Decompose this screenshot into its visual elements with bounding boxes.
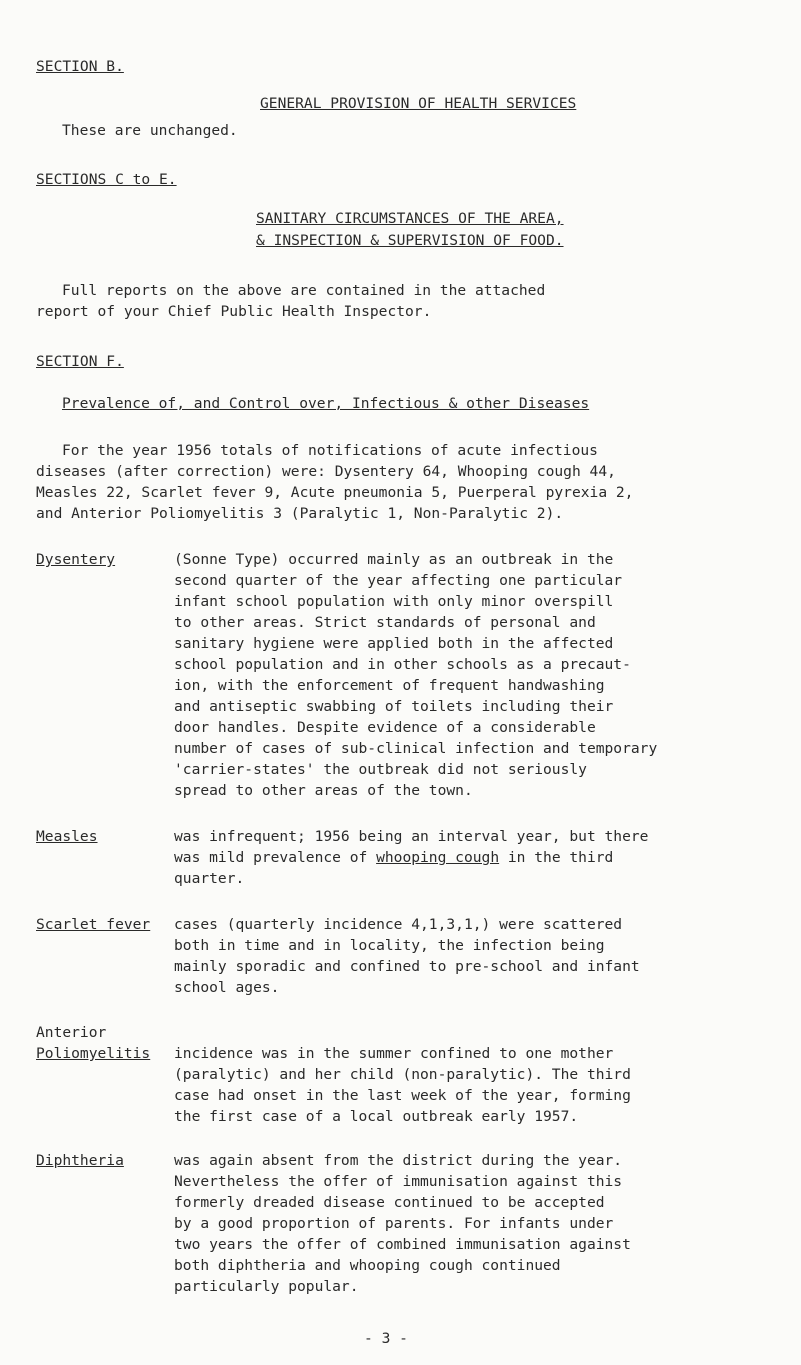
measles-line-2 bbox=[174, 847, 613, 868]
diphtheria-line: two years the offer of combined immunisation against bbox=[174, 1236, 631, 1253]
diphtheria-line: formerly dreaded disease continued to be accepted bbox=[174, 1194, 605, 1211]
dysentery-line: number of cases of sub-clinical infection and temporary bbox=[174, 740, 658, 757]
diphtheria-line: both diphtheria and whooping cough continued bbox=[174, 1257, 561, 1274]
scarlet-fever-label: Scarlet fever bbox=[36, 916, 151, 933]
section-f-intro-line-4: and Anterior Poliomyelitis 3 (Paralytic 1, Non-Paralytic 2). bbox=[36, 505, 564, 522]
dysentery-line: and antiseptic swabbing of toilets including their bbox=[174, 698, 614, 715]
poliomyelitis-line: case had onset in the last week of the year, forming bbox=[174, 1087, 631, 1104]
scarlet-fever-line: school ages. bbox=[174, 979, 280, 996]
sections-c-e-heading: SECTIONS C to E. bbox=[36, 171, 177, 188]
sections-c-e-text-1: Full reports on the above are contained in the attached bbox=[62, 282, 546, 299]
measles-line-3: quarter. bbox=[174, 870, 245, 887]
poliomyelitis-label-2: Poliomyelitis bbox=[36, 1045, 151, 1062]
poliomyelitis-line: the first case of a local outbreak early 1957. bbox=[174, 1108, 579, 1125]
dysentery-line: spread to other areas of the town. bbox=[174, 782, 473, 799]
diphtheria-line: was again absent from the district during the year. bbox=[174, 1152, 623, 1169]
measles-label: Measles bbox=[36, 828, 98, 845]
section-f-heading: SECTION F. bbox=[36, 353, 124, 370]
diphtheria-label: Diphtheria bbox=[36, 1152, 124, 1169]
section-f-subheading: Prevalence of, and Control over, Infectious & other Diseases bbox=[62, 395, 590, 412]
poliomyelitis-line: incidence was in the summer confined to one mother bbox=[174, 1045, 614, 1062]
poliomyelitis-line: (paralytic) and her child (non-paralytic). The third bbox=[174, 1066, 631, 1083]
section-f-intro-line-1: For the year 1956 totals of notifications of acute infectious bbox=[62, 442, 598, 459]
diphtheria-line: particularly popular. bbox=[174, 1278, 359, 1295]
dysentery-line: sanitary hygiene were applied both in the affected bbox=[174, 635, 614, 652]
page-number: - 3 - bbox=[364, 1330, 408, 1347]
scarlet-fever-line: cases (quarterly incidence 4,1,3,1,) were scattered bbox=[174, 916, 623, 933]
sections-c-e-text-2: report of your Chief Public Health Inspector. bbox=[36, 303, 432, 320]
section-f-intro-line-3: Measles 22, Scarlet fever 9, Acute pneumonia 5, Puerperal pyrexia 2, bbox=[36, 484, 634, 501]
scarlet-fever-line: mainly sporadic and confined to pre-school and infant bbox=[174, 958, 640, 975]
diphtheria-line: Nevertheless the offer of immunisation against this bbox=[174, 1173, 623, 1190]
dysentery-line: school population and in other schools as a precaut- bbox=[174, 656, 631, 673]
section-b-text: These are unchanged. bbox=[62, 122, 238, 139]
diphtheria-line: by a good proportion of parents. For infants under bbox=[174, 1215, 614, 1232]
dysentery-line: second quarter of the year affecting one particular bbox=[174, 572, 623, 589]
dysentery-line: ion, with the enforcement of frequent handwashing bbox=[174, 677, 605, 694]
dysentery-line: infant school population with only minor overspill bbox=[174, 593, 614, 610]
dysentery-line: door handles. Despite evidence of a considerable bbox=[174, 719, 596, 736]
dysentery-line: to other areas. Strict standards of personal and bbox=[174, 614, 596, 631]
measles-line-2-post: in the third bbox=[499, 849, 614, 866]
section-f-intro-line-2: diseases (after correction) were: Dysentery 64, Whooping cough 44, bbox=[36, 463, 616, 480]
dysentery-line: 'carrier-states' the outbreak did not seriously bbox=[174, 761, 587, 778]
dysentery-line: (Sonne Type) occurred mainly as an outbreak in the bbox=[174, 551, 614, 568]
dysentery-label: Dysentery bbox=[36, 551, 116, 568]
scarlet-fever-line: both in time and in locality, the infection being bbox=[174, 937, 605, 954]
section-b-subheading: GENERAL PROVISION OF HEALTH SERVICES bbox=[260, 95, 577, 112]
measles-line-2-pre: was mild prevalence of bbox=[174, 849, 377, 866]
poliomyelitis-label-1: Anterior bbox=[36, 1024, 107, 1041]
sections-c-e-subheading-2: & INSPECTION & SUPERVISION OF FOOD. bbox=[256, 232, 564, 249]
sections-c-e-subheading-1: SANITARY CIRCUMSTANCES OF THE AREA, bbox=[256, 210, 564, 227]
section-b-heading: SECTION B. bbox=[36, 58, 124, 75]
measles-line-1: was infrequent; 1956 being an interval year, but there bbox=[174, 828, 649, 845]
whooping-cough-term: whooping cough bbox=[376, 849, 500, 866]
